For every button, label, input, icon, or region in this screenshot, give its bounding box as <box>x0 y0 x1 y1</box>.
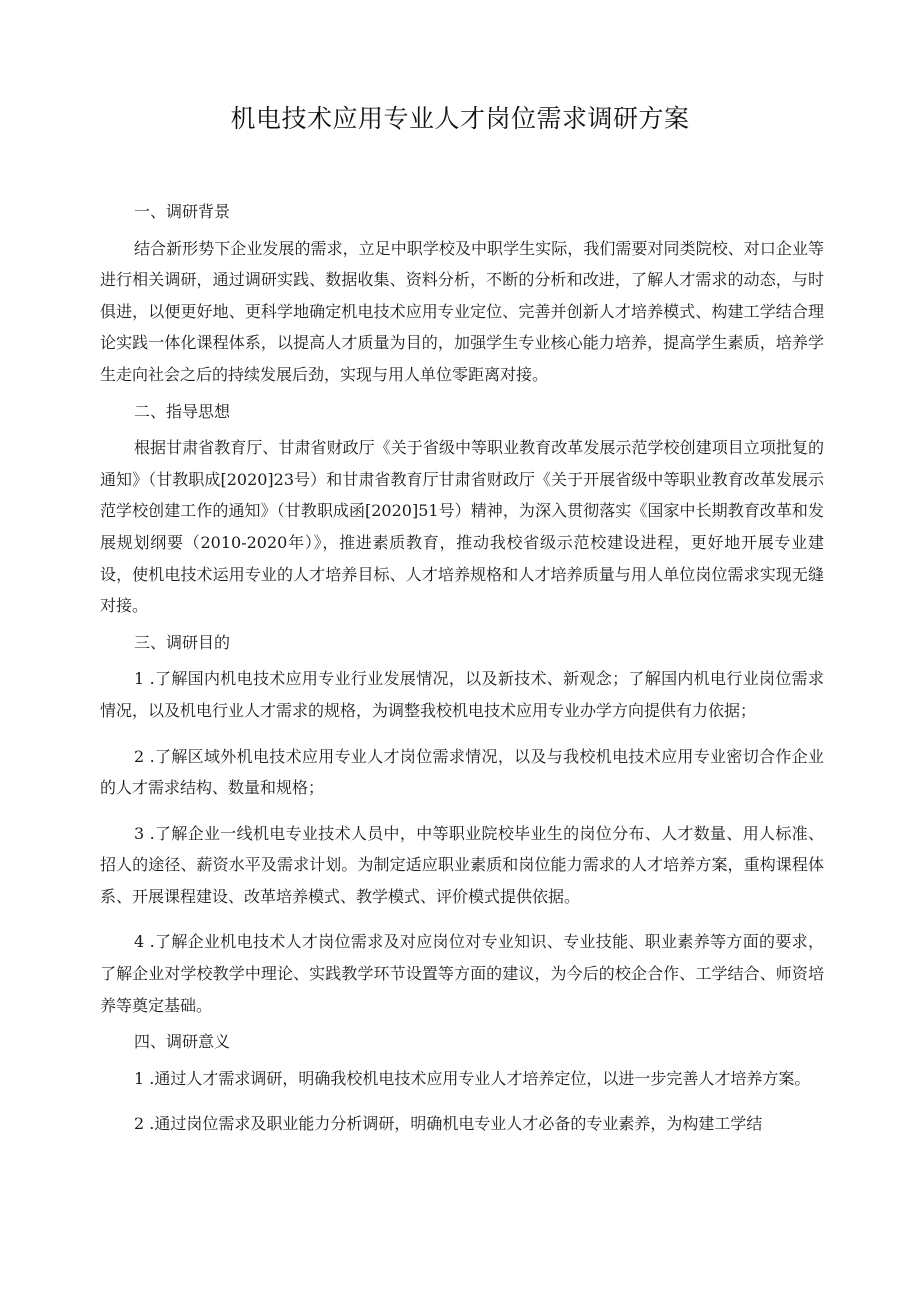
document-body <box>100 196 824 1140</box>
paragraph-significance-1: 1 .通过人才需求调研，明确我校机电技术应用专业人才培养定位，以进一步完善人才培养方案。 <box>134 1068 811 1088</box>
section-heading-background: 一、调研背景 <box>134 202 231 221</box>
paragraph-guiding-ideology: 根据甘肃省教育厅、甘肃省财政厅《关于省级中等职业教育改革发展示范学校创建项目立项批复的通知》（甘教职成[2020]23号）和甘肃省教育厅甘肃省财政厅《关于开展省级中等职业教育改革发展示范学校创建工作的通知》（甘教职成函[2020]51号）精神，为深入贯彻落实《国家中长期教育改革和发展规划纲要（2010-2020年）》，推进素质教育，推动我校省级示范校建设进程，更好地开展专业建设，使机电技术运用专业的人才培养目标、人才培养规格和人才培养质量与用人单位岗位需求实现无缝对接。 <box>100 438 824 616</box>
paragraph-purpose-3: 3 .了解企业一线机电专业技术人员中，中等职业院校毕业生的岗位分布、人才数量、用人标准、招人的途径、薪资水平及需求计划。为制定适应职业素质和岗位能力需求的人才培养方案，重构课程体系、开展课程建设、改革培养模式、教学模式、评价模式提供依据。 <box>100 823 824 906</box>
paragraph-purpose-2: 2 .了解区域外机电技术应用专业人才岗位需求情况，以及与我校机电技术应用专业密切合作企业的人才需求结构、数量和规格； <box>100 746 824 798</box>
document-title: 机电技术应用专业人才岗位需求调研方案 <box>230 104 690 133</box>
paragraph-purpose-1: 1 .了解国内机电技术应用专业行业发展情况，以及新技术、新观念；了解国内机电行业岗位需求情况，以及机电行业人才需求的规格，为调整我校机电技术应用专业办学方向提供有力依据； <box>100 669 824 720</box>
paragraph-purpose-4: 4 .了解企业机电技术人才岗位需求及对应岗位对专业知识、专业技能、职业素养等方面的要求，了解企业对学校教学中理论、实践教学环节设置等方面的建议，为今后的校企合作、工学结合、师资培养等奠定基础。 <box>100 932 824 1015</box>
paragraph-significance-2: 2 .通过岗位需求及职业能力分析调研，明确机电专业人才必备的专业素养，为构建工学结 <box>134 1114 763 1134</box>
section-heading-purpose: 三、调研目的 <box>134 632 231 652</box>
section-heading-guiding-ideology: 二、指导思想 <box>134 401 231 421</box>
section-heading-significance: 四、调研意义 <box>134 1032 231 1052</box>
paragraph-background: 结合新形势下企业发展的需求，立足中职学校及中职学生实际，我们需要对同类院校、对口企业等进行相关调研，通过调研实践、数据收集、资料分析，不断的分析和改进，了解人才需求的动态，与时俱进，以便更好地、更科学地确定机电技术应用专业定位、完善并创新人才培养模式、构建工学结合理论实践一体化课程体系，以提高人才质量为目的，加强学生专业核心能力培养，提高学生素质，培养学生走向社会之后的持续发展后劲，实现与用人单位零距离对接。 <box>100 238 824 384</box>
